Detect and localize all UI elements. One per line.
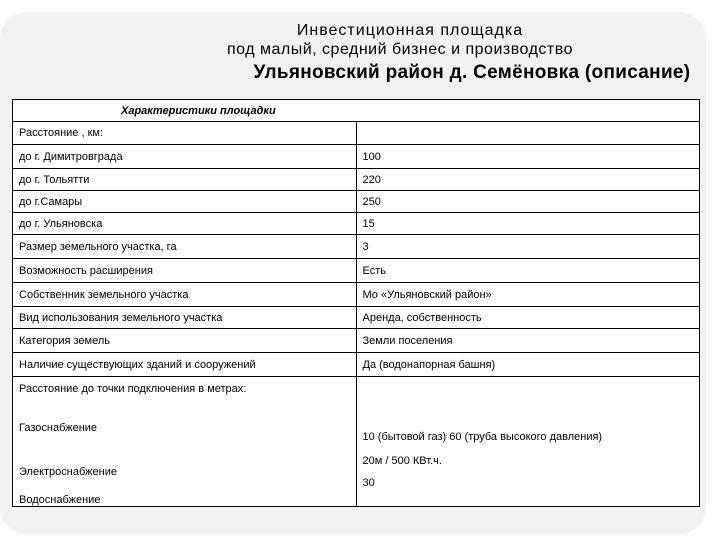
row-value: Есть bbox=[356, 259, 700, 283]
site-characteristics-table bbox=[12, 99, 700, 507]
row-value: 3 bbox=[356, 235, 700, 259]
connection-row bbox=[13, 377, 700, 507]
row-label: Возможность расширения bbox=[13, 259, 357, 283]
row-label: Вид использования земельного участка bbox=[13, 307, 357, 329]
electricity-value: 20м / 500 КВт.ч. bbox=[362, 455, 442, 467]
row-label: Наличие существующих зданий и сооружений bbox=[13, 353, 357, 377]
connection-labels-cell bbox=[13, 377, 357, 507]
row-label: до г.Самары bbox=[13, 191, 357, 213]
table-row bbox=[13, 145, 700, 169]
title-line-3: Ульяновский район д. Семёновка (описание) bbox=[253, 62, 691, 83]
row-value: 250 bbox=[356, 191, 700, 213]
electricity-label: Электроснабжение bbox=[19, 466, 117, 478]
table-row bbox=[13, 353, 700, 377]
table-row bbox=[13, 307, 700, 329]
water-label: Водоснабжение bbox=[19, 494, 101, 506]
water-value: 30 bbox=[362, 477, 375, 489]
title-line-2: под малый, средний бизнес и производство bbox=[227, 41, 573, 58]
row-value: Аренда, собственность bbox=[356, 307, 700, 329]
table-row bbox=[13, 235, 700, 259]
table-row bbox=[13, 283, 700, 307]
gas-value: 10 (бытовой газ) 60 (труба высокого давления) bbox=[362, 431, 603, 443]
table-row bbox=[13, 329, 700, 353]
row-value: Земли поселения bbox=[356, 329, 700, 353]
table-row bbox=[13, 122, 700, 145]
row-label: до г. Димитровграда bbox=[13, 145, 357, 169]
table-row bbox=[13, 191, 700, 213]
row-label: Размер земельного участка, га bbox=[13, 235, 357, 259]
row-value: 15 bbox=[356, 213, 700, 235]
connection-heading: Расстояние до точки подключения в метрах: bbox=[19, 383, 247, 395]
row-label: Собственник земельного участка bbox=[13, 283, 357, 307]
row-value: Мо «Ульяновский район» bbox=[356, 283, 700, 307]
row-value: 220 bbox=[356, 169, 700, 191]
table-row bbox=[13, 169, 700, 191]
row-value: 100 bbox=[356, 145, 700, 169]
title-line-1: Инвестиционная площадка bbox=[296, 22, 524, 39]
row-label: Категория земель bbox=[13, 329, 357, 353]
table-row bbox=[13, 259, 700, 283]
distance-value-empty bbox=[356, 122, 700, 145]
table-header-row bbox=[13, 100, 700, 122]
gas-label: Газоснабжение bbox=[19, 422, 98, 434]
row-label: до г. Тольятти bbox=[13, 169, 357, 191]
table-header: Характеристики площадки bbox=[13, 100, 700, 122]
row-label: до г. Ульяновска bbox=[13, 213, 357, 235]
connection-values-cell bbox=[356, 377, 700, 507]
table-row bbox=[13, 213, 700, 235]
row-value: Да (водонапорная башня) bbox=[356, 353, 700, 377]
distance-label: Расстояние , км: bbox=[13, 122, 357, 145]
